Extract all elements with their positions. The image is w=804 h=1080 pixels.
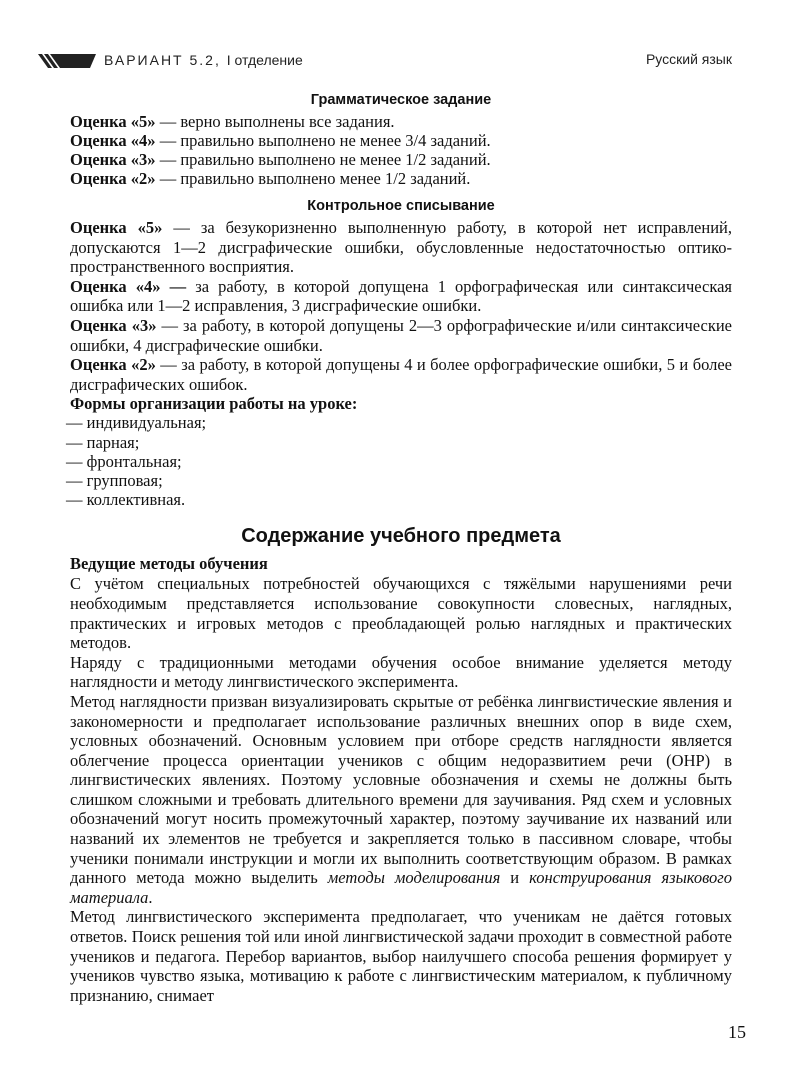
variant-label: ВАРИАНТ 5.2, I отделение: [104, 52, 303, 68]
page-header: [0, 48, 804, 76]
page-content: [66, 84, 733, 1005]
grade-item: Оценка «3» — за работу, в которой допущены 2—3 орфографические и/или синтаксические ошибки, 4 дисграфические ошибки.: [70, 315, 732, 355]
grade-item: Оценка «4» — за работу, в которой допущена 1 орфографическая или синтаксическая ошибка или 1—2 исправления, 3 дисграфические ошибки.: [70, 276, 732, 316]
grade-item: Оценка «5» — верно выполнены все задания.: [70, 112, 395, 131]
list-item: — коллективная.: [66, 490, 186, 510]
forms-heading: Формы организации работы на уроке:: [70, 394, 358, 414]
subject-label: Русский язык: [645, 51, 732, 67]
list-item: — фронтальная;: [66, 451, 182, 471]
methods-subheading: Ведущие методы обучения: [70, 554, 268, 574]
list-item: — индивидуальная;: [66, 413, 207, 433]
paragraph: Метод наглядности призван визуализировать скрытые от ребёнка лингвистические явления и закономерности и предполагает использование различных внешних опор в виде схем, условных обозначений. Основным условием при отборе средств наглядности является облегчение процесса ориентации учеников с общим недоразвитием речи (ОНР) в лингвистических явлениях. Поэтому условные обозначения и схемы не должны быть слишком сложными и требовать длительного времени для заучивания. Ряд схем и условных обозначений могут носить промежуточный характер, поэтому заучивание их названий или названий их элементов не требуется и закрепляется только в пассивном словаре, чтобы ученики понимали инструкции и могли их выполнить соответствующим образом. В рамках данного метода можно выделить методы моделирования и конструирования языкового материала.: [70, 691, 732, 907]
forms-list: [66, 413, 732, 510]
page-number: 15: [728, 1022, 746, 1042]
paragraph: Метод лингвистического эксперимента предполагает, что ученикам не даётся готовых ответов. Поиск решения той или иной лингвистической задачи проходит в совместной работе учеников и педагога. Перебор вариантов, выбор наилучшего способа решения формирует у учеников чувство языка, мотивацию к работе с лингвистическим материалом, к публичному признанию, снимает: [70, 907, 732, 1005]
copying-grades: [70, 218, 732, 394]
section-title: Содержание учебного предмета: [241, 525, 561, 548]
grammar-heading: Грамматическое задание: [310, 92, 492, 108]
series-logo-icon: [38, 52, 96, 75]
grade-item: Оценка «3» — правильно выполнено не менее 1/2 заданий.: [70, 150, 491, 169]
paragraph: Наряду с традиционными методами обучения особое внимание уделяется методу наглядности и методу лингвистического эксперимента.: [70, 652, 732, 692]
grade-item: Оценка «5» — за безукоризненно выполненную работу, в которой нет исправлений, допускаются 1—2 дисграфические ошибки, обусловленные недостаточностью оптико-пространственного восприятия.: [70, 218, 732, 277]
grade-item: Оценка «4» — правильно выполнено не менее 3/4 заданий.: [70, 131, 491, 150]
list-item: — парная;: [66, 432, 140, 452]
grade-item: Оценка «2» — правильно выполнено менее 1/2 заданий.: [70, 169, 471, 188]
list-item: — групповая;: [66, 470, 163, 490]
grammar-grades: [70, 112, 732, 188]
grade-item: Оценка «2» — за работу, в которой допущены 4 и более орфографические ошибки, 5 и более дисграфических ошибок.: [70, 355, 733, 394]
paragraph: С учётом специальных потребностей обучающихся с тяжёлыми нарушениями речи необходимым представляется использование совокупности словесных, наглядных, практических и игровых методов с преобладающей ролью наглядных и практических методов.: [70, 574, 732, 653]
copying-heading: Контрольное списывание: [307, 198, 495, 214]
